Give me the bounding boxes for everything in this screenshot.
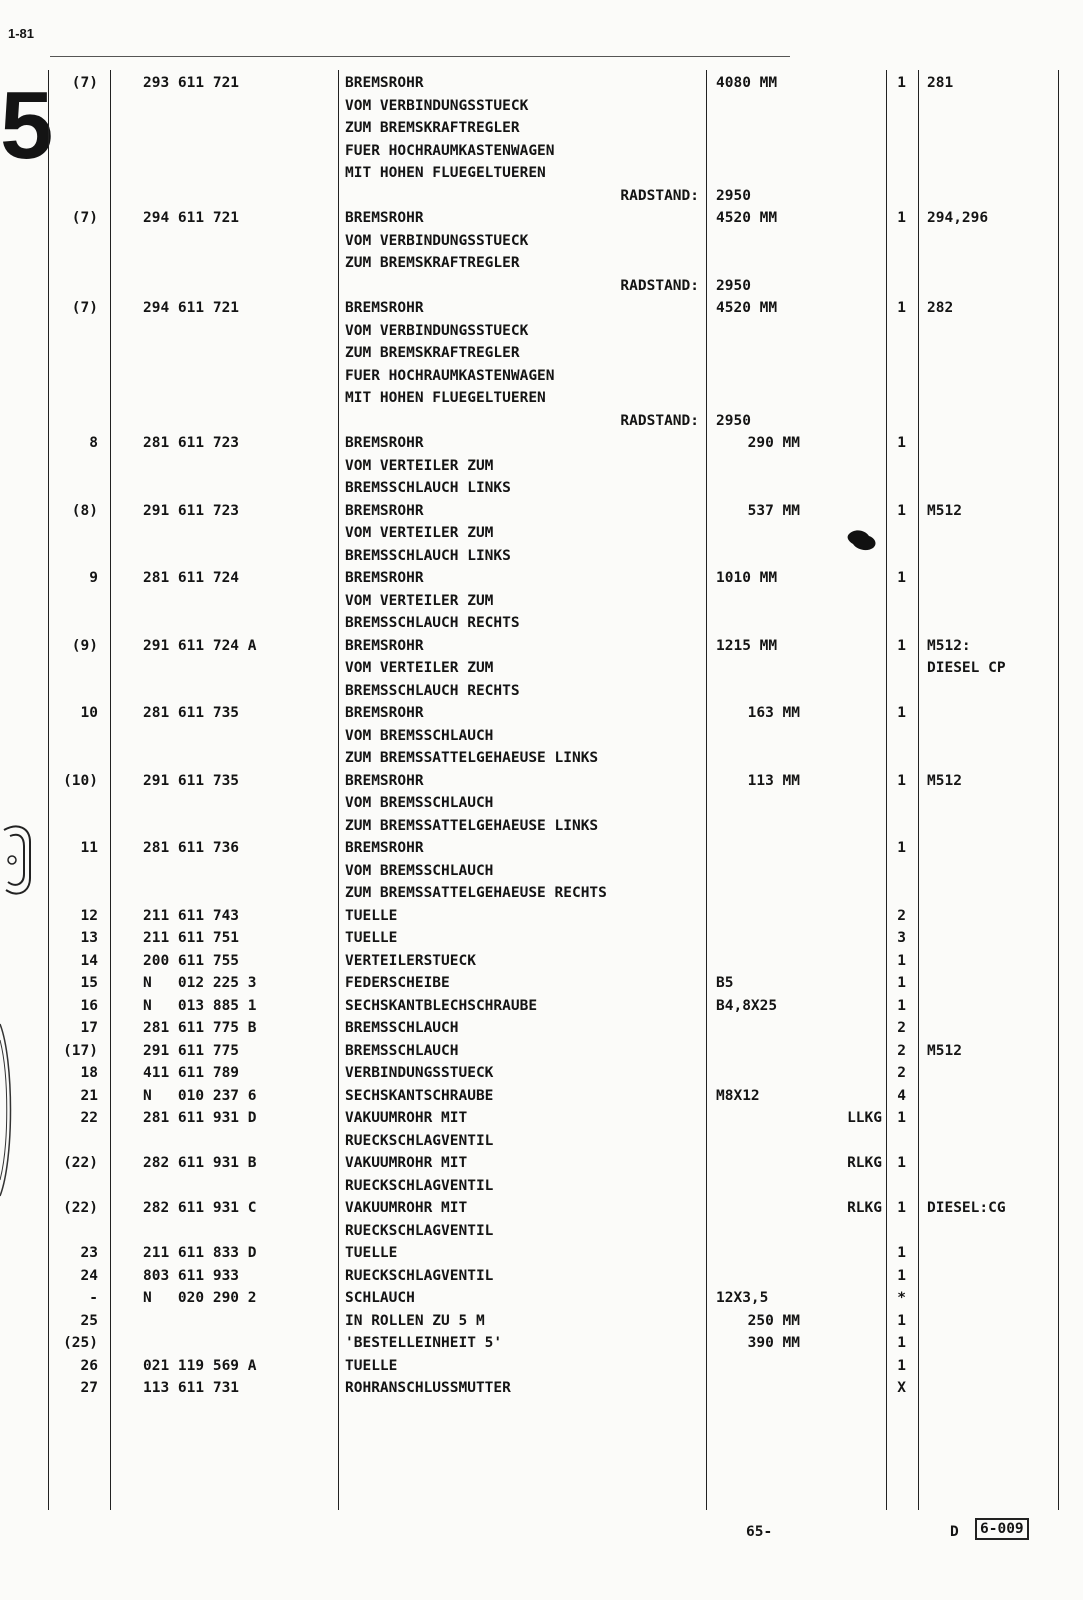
dimension: 2950 xyxy=(716,187,751,204)
position-number: 9 xyxy=(89,570,98,586)
part-number: 200 611 755 xyxy=(143,952,240,969)
quantity: 1 xyxy=(897,997,906,1014)
part-number: 113 611 731 xyxy=(143,1380,240,1396)
table-row xyxy=(0,1175,1083,1198)
table-row xyxy=(0,770,1083,793)
description: VOM VERBINDUNGSSTUECK xyxy=(345,322,529,339)
description: TUELLE xyxy=(345,930,398,946)
model-code: LLKG xyxy=(847,1110,882,1126)
position-number: 11 xyxy=(80,840,98,856)
part-number: N 013 885 1 xyxy=(143,997,257,1014)
description: VAKUUMROHR MIT xyxy=(345,1110,468,1126)
position-number: 26 xyxy=(80,1357,98,1374)
position-number: (8) xyxy=(71,502,98,519)
quantity: 1 xyxy=(897,570,906,586)
description: BREMSROHR xyxy=(345,840,424,856)
position-number: 15 xyxy=(80,975,98,991)
position-number: 18 xyxy=(80,1065,98,1081)
quantity: 2 xyxy=(897,1042,906,1059)
description: ZUM BREMSSATTELGEHAEUSE LINKS xyxy=(345,750,599,766)
dimension: 4520 MM xyxy=(716,210,778,226)
position-number: 27 xyxy=(80,1380,98,1396)
dimension: 4520 MM xyxy=(716,300,778,316)
description: BREMSSCHLAUCH LINKS xyxy=(345,547,511,564)
table-row xyxy=(0,680,1083,703)
description: IN ROLLEN ZU 5 M xyxy=(345,1312,485,1329)
table-row xyxy=(0,860,1083,883)
dimension: 163 MM xyxy=(747,705,800,721)
table-row xyxy=(0,837,1083,860)
position-number: (9) xyxy=(71,637,98,654)
part-number: 281 611 736 xyxy=(143,840,240,856)
part-number: 291 611 723 xyxy=(143,502,240,519)
page-number: 65- xyxy=(746,1524,773,1540)
description: ZUM BREMSKRAFTREGLER xyxy=(345,120,520,136)
part-number: 211 611 743 xyxy=(143,907,240,924)
description: ZUM BREMSKRAFTREGLER xyxy=(345,255,520,271)
quantity: 1 xyxy=(897,952,906,969)
description: BREMSROHR xyxy=(345,637,424,654)
table-row xyxy=(0,1107,1083,1130)
table-row xyxy=(0,1152,1083,1175)
quantity: 1 xyxy=(897,975,906,991)
table-row xyxy=(0,950,1083,973)
description: VOM VERTEILER ZUM xyxy=(345,660,494,676)
quantity: 2 xyxy=(897,907,906,924)
position-number: 8 xyxy=(89,435,98,451)
position-number: 25 xyxy=(80,1312,98,1329)
quantity: 1 xyxy=(897,1200,906,1216)
description: BREMSROHR xyxy=(345,705,424,721)
part-number: 411 611 789 xyxy=(143,1065,240,1081)
quantity: 1 xyxy=(897,1357,906,1374)
table-row xyxy=(0,410,1083,433)
table-row xyxy=(0,1355,1083,1378)
description: SECHSKANTSCHRAUBE xyxy=(345,1087,494,1104)
table-row xyxy=(0,1265,1083,1288)
remark: M512 xyxy=(927,1042,962,1059)
description: ZUM BREMSKRAFTREGLER xyxy=(345,345,520,361)
quantity: 2 xyxy=(897,1020,906,1036)
part-number: 294 611 721 xyxy=(143,210,240,226)
table-row xyxy=(0,387,1083,410)
remark: 281 xyxy=(927,75,954,91)
position-number: 22 xyxy=(80,1110,98,1126)
quantity: 1 xyxy=(897,75,906,91)
dimension: M8X12 xyxy=(716,1087,760,1104)
radstand-label: RADSTAND: xyxy=(620,277,699,294)
part-number: 281 611 723 xyxy=(143,435,240,451)
table-row xyxy=(0,792,1083,815)
description: VOM VERTEILER ZUM xyxy=(345,525,494,541)
dimension: 113 MM xyxy=(747,772,800,789)
table-row xyxy=(0,72,1083,95)
table-row xyxy=(0,567,1083,590)
quantity: 1 xyxy=(897,840,906,856)
description: RUECKSCHLAGVENTIL xyxy=(345,1267,494,1284)
description: VERBINDUNGSSTUECK xyxy=(345,1065,494,1081)
table-row xyxy=(0,252,1083,275)
table-row xyxy=(0,522,1083,545)
table-row xyxy=(0,635,1083,658)
table-row xyxy=(0,455,1083,478)
description: FUER HOCHRAUMKASTENWAGEN xyxy=(345,367,555,384)
part-number: N 010 237 6 xyxy=(143,1087,257,1104)
part-number: 803 611 933 xyxy=(143,1267,240,1284)
table-row xyxy=(0,342,1083,365)
quantity: 1 xyxy=(897,1155,906,1171)
dimension: 250 MM xyxy=(747,1312,800,1329)
position-number: 12 xyxy=(80,907,98,924)
table-row xyxy=(0,275,1083,298)
quantity: 1 xyxy=(897,1245,906,1261)
quantity: * xyxy=(897,1290,906,1306)
table-row xyxy=(0,1287,1083,1310)
part-number: 282 611 931 B xyxy=(143,1155,257,1171)
remark: DIESEL:CG xyxy=(927,1200,1006,1216)
description: VOM BREMSSCHLAUCH xyxy=(345,862,494,879)
part-number: 281 611 724 xyxy=(143,570,240,586)
dimension: 1215 MM xyxy=(716,637,778,654)
quantity: 1 xyxy=(897,1267,906,1284)
remark: M512: xyxy=(927,637,971,654)
table-row xyxy=(0,545,1083,568)
dimension: 290 MM xyxy=(747,435,800,451)
table-row xyxy=(0,140,1083,163)
part-number: 211 611 751 xyxy=(143,930,240,946)
ink-blot xyxy=(845,526,879,552)
table-row xyxy=(0,1017,1083,1040)
table-row xyxy=(0,927,1083,950)
description: FEDERSCHEIBE xyxy=(345,975,450,991)
table-row xyxy=(0,117,1083,140)
top-rule xyxy=(50,56,790,57)
part-number: 293 611 721 xyxy=(143,75,240,91)
table-row xyxy=(0,612,1083,635)
dimension: 390 MM xyxy=(747,1335,800,1351)
table-row xyxy=(0,1130,1083,1153)
table-row xyxy=(0,1040,1083,1063)
dimension: 2950 xyxy=(716,277,751,294)
description: BREMSROHR xyxy=(345,300,424,316)
table-row xyxy=(0,432,1083,455)
description: ZUM BREMSSATTELGEHAEUSE RECHTS xyxy=(345,885,607,901)
description: RUECKSCHLAGVENTIL xyxy=(345,1222,494,1239)
description: BREMSROHR xyxy=(345,570,424,586)
radstand-label: RADSTAND: xyxy=(620,412,699,429)
description: BREMSROHR xyxy=(345,502,424,519)
quantity: 1 xyxy=(897,502,906,519)
position-number: 17 xyxy=(80,1020,98,1036)
part-number: 281 611 931 D xyxy=(143,1110,257,1126)
position-number: 24 xyxy=(80,1267,98,1284)
description: VOM BREMSSCHLAUCH xyxy=(345,727,494,744)
description: VAKUUMROHR MIT xyxy=(345,1200,468,1216)
part-number: 291 611 724 A xyxy=(143,637,257,654)
quantity: 1 xyxy=(897,210,906,226)
table-row xyxy=(0,1085,1083,1108)
table-row xyxy=(0,972,1083,995)
dimension: B5 xyxy=(716,975,734,991)
quantity: 1 xyxy=(897,300,906,316)
quantity: 1 xyxy=(897,637,906,654)
quantity: 2 xyxy=(897,1065,906,1081)
part-number: 291 611 775 xyxy=(143,1042,240,1059)
model-code: RLKG xyxy=(847,1155,882,1171)
table-row xyxy=(0,882,1083,905)
table-row xyxy=(0,590,1083,613)
description: VOM VERBINDUNGSSTUECK xyxy=(345,232,529,249)
table-row xyxy=(0,905,1083,928)
quantity: 1 xyxy=(897,705,906,721)
catalog-letter: D xyxy=(950,1524,959,1540)
quantity: 1 xyxy=(897,1312,906,1329)
position-number: 14 xyxy=(80,952,98,969)
table-row xyxy=(0,297,1083,320)
dimension: 4080 MM xyxy=(716,75,778,91)
remark: M512 xyxy=(927,502,962,519)
table-row xyxy=(0,702,1083,725)
description: SECHSKANTBLECHSCHRAUBE xyxy=(345,997,538,1014)
table-row xyxy=(0,1242,1083,1265)
part-number: 282 611 931 C xyxy=(143,1200,257,1216)
position-number: (25) xyxy=(63,1335,98,1351)
part-number: 211 611 833 D xyxy=(143,1245,257,1261)
description: BREMSSCHLAUCH RECHTS xyxy=(345,682,520,699)
dimension: 537 MM xyxy=(747,502,800,519)
dimension: 12X3,5 xyxy=(716,1290,769,1306)
table-row xyxy=(0,320,1083,343)
part-number: N 020 290 2 xyxy=(143,1290,257,1306)
dimension: B4,8X25 xyxy=(716,997,778,1014)
table-row xyxy=(0,185,1083,208)
model-code: RLKG xyxy=(847,1200,882,1216)
quantity: X xyxy=(897,1380,906,1396)
description: BREMSROHR xyxy=(345,435,424,451)
remark: M512 xyxy=(927,772,962,789)
description: ZUM BREMSSATTELGEHAEUSE LINKS xyxy=(345,817,599,834)
position-number: (7) xyxy=(71,210,98,226)
position-number: (22) xyxy=(63,1200,98,1216)
quantity: 1 xyxy=(897,772,906,789)
table-row xyxy=(0,477,1083,500)
table-row xyxy=(0,1197,1083,1220)
description: TUELLE xyxy=(345,1357,398,1374)
description: VOM VERBINDUNGSSTUECK xyxy=(345,97,529,114)
table-row xyxy=(0,725,1083,748)
description: SCHLAUCH xyxy=(345,1290,415,1306)
description: VOM BREMSSCHLAUCH xyxy=(345,795,494,811)
table-row xyxy=(0,815,1083,838)
remark: 294,296 xyxy=(927,210,989,226)
catalog-ref-box: 6-009 xyxy=(975,1518,1029,1540)
table-row xyxy=(0,1332,1083,1355)
position-number: 13 xyxy=(80,930,98,946)
table-row xyxy=(0,1377,1083,1400)
position-number: (10) xyxy=(63,772,98,789)
table-row xyxy=(0,230,1083,253)
clip-drawing xyxy=(0,820,34,900)
table-row xyxy=(0,747,1083,770)
description: BREMSROHR xyxy=(345,772,424,789)
description: VERTEILERSTUECK xyxy=(345,952,476,969)
table-row xyxy=(0,162,1083,185)
table-row xyxy=(0,995,1083,1018)
position-number: (17) xyxy=(63,1042,98,1059)
description: BREMSSCHLAUCH xyxy=(345,1020,459,1036)
quantity: 1 xyxy=(897,1110,906,1126)
position-number: 16 xyxy=(80,997,98,1014)
description: BREMSSCHLAUCH xyxy=(345,1042,459,1059)
group-number: 5 xyxy=(0,72,54,179)
table-row xyxy=(0,1062,1083,1085)
table-row xyxy=(0,500,1083,523)
description: BREMSROHR xyxy=(345,75,424,91)
position-number: 10 xyxy=(80,705,98,721)
description: TUELLE xyxy=(345,1245,398,1261)
description: ROHRANSCHLUSSMUTTER xyxy=(345,1380,511,1396)
part-number: 291 611 735 xyxy=(143,772,240,789)
part-number: 281 611 775 B xyxy=(143,1020,257,1036)
quantity: 4 xyxy=(897,1087,906,1104)
table-row xyxy=(0,365,1083,388)
part-number: 021 119 569 A xyxy=(143,1357,257,1374)
dimension: 1010 MM xyxy=(716,570,778,586)
part-number: 281 611 735 xyxy=(143,705,240,721)
part-number: N 012 225 3 xyxy=(143,975,257,991)
description: BREMSSCHLAUCH RECHTS xyxy=(345,615,520,631)
position-number: (7) xyxy=(71,300,98,316)
quantity: 1 xyxy=(897,1335,906,1351)
position-number: 23 xyxy=(80,1245,98,1261)
position-number: (7) xyxy=(71,75,98,91)
remark: DIESEL CP xyxy=(927,660,1006,676)
description: MIT HOHEN FLUEGELTUEREN xyxy=(345,390,546,406)
description: RUECKSCHLAGVENTIL xyxy=(345,1177,494,1194)
table-row xyxy=(0,1310,1083,1333)
table-row xyxy=(0,657,1083,680)
dimension: 2950 xyxy=(716,412,751,429)
radstand-label: RADSTAND: xyxy=(620,187,699,204)
description: FUER HOCHRAUMKASTENWAGEN xyxy=(345,142,555,159)
position-number: 21 xyxy=(80,1087,98,1104)
description: BREMSSCHLAUCH LINKS xyxy=(345,480,511,496)
description: RUECKSCHLAGVENTIL xyxy=(345,1132,494,1149)
description: VAKUUMROHR MIT xyxy=(345,1155,468,1171)
page-ref-top: 1-81 xyxy=(8,26,35,41)
description: 'BESTELLEINHEIT 5' xyxy=(345,1335,503,1351)
remark: 282 xyxy=(927,300,954,316)
description: VOM VERTEILER ZUM xyxy=(345,457,494,474)
quantity: 1 xyxy=(897,435,906,451)
position-number: - xyxy=(89,1290,98,1306)
description: VOM VERTEILER ZUM xyxy=(345,592,494,609)
description: TUELLE xyxy=(345,907,398,924)
table-row xyxy=(0,1220,1083,1243)
part-number: 294 611 721 xyxy=(143,300,240,316)
position-number: (22) xyxy=(63,1155,98,1171)
table-row xyxy=(0,207,1083,230)
arc-drawing xyxy=(0,1020,20,1200)
table-row xyxy=(0,95,1083,118)
description: MIT HOHEN FLUEGELTUEREN xyxy=(345,165,546,181)
quantity: 3 xyxy=(897,930,906,946)
description: BREMSROHR xyxy=(345,210,424,226)
